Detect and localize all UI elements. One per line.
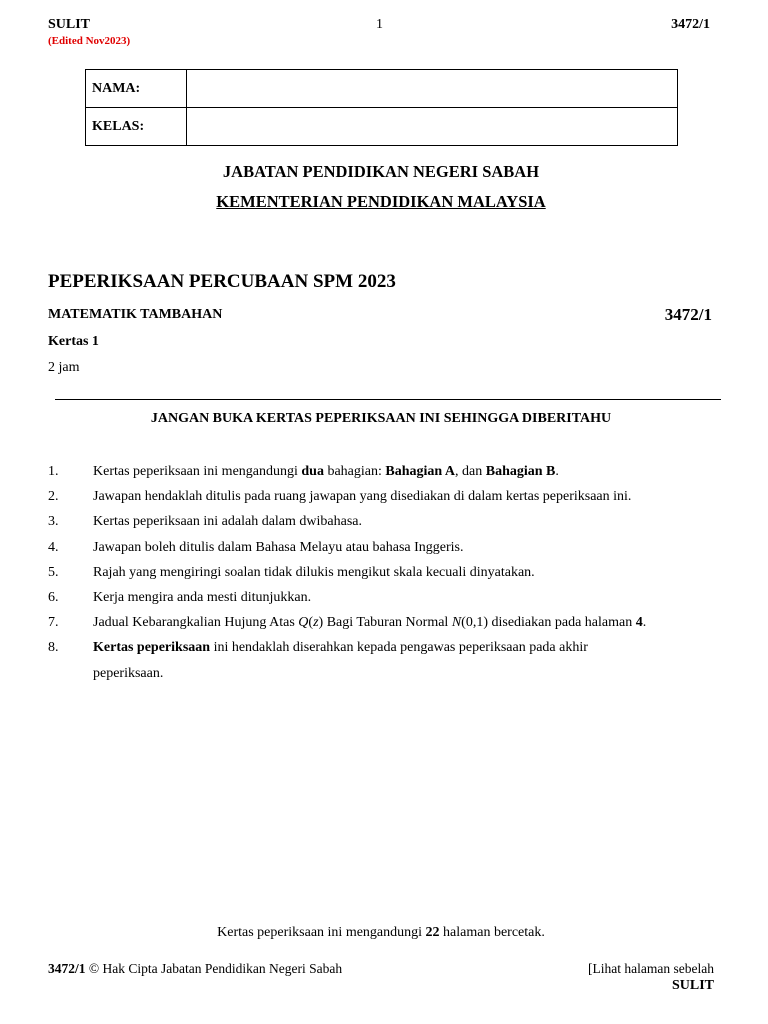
instruction-number: 4.	[48, 539, 59, 555]
footer-code: 3472/1	[48, 961, 86, 976]
instruction-text-part: .	[642, 615, 647, 631]
instruction-text-part: z	[313, 615, 319, 631]
warning-text: JANGAN BUKA KERTAS PEPERIKSAAN INI SEHINGGA DIBERITAHU	[150, 411, 612, 426]
class-field[interactable]	[187, 108, 678, 146]
page-count-note	[0, 925, 762, 941]
instruction-text-part: Kertas peperiksaan	[93, 640, 211, 656]
instruction-continuation: peperiksaan.	[93, 665, 164, 681]
student-id-box	[85, 69, 678, 146]
instruction-item	[48, 535, 718, 560]
instruction-item	[48, 560, 718, 585]
footer-copyright-text: © Hak Cipta Jabatan Pendidikan Negeri Sabah	[85, 961, 343, 976]
subject-code: 3472/1	[664, 305, 712, 324]
instruction-text-part: N	[451, 615, 462, 631]
instruction-item	[48, 459, 718, 484]
page-count-number: 22	[425, 925, 440, 940]
instruction-text	[93, 585, 718, 610]
instruction-text	[93, 509, 718, 534]
instruction-item	[48, 635, 718, 685]
instruction-text-part: 4	[635, 615, 643, 631]
header-page-number: 1	[376, 17, 383, 32]
instruction-text-part: (0,1) disediakan pada halaman	[461, 615, 636, 631]
instruction-text-part: ) Bagi Taburan Normal	[318, 615, 452, 631]
instruction-text	[93, 459, 718, 484]
instruction-number: 5.	[48, 564, 59, 580]
subject-name: MATEMATIK TAMBAHAN	[48, 307, 223, 322]
instruction-text-part: Jawapan hendaklah ditulis pada ruang jawapan yang disediakan di dalam kertas peperiksaan ini.	[93, 489, 632, 505]
instruction-text-part: , dan	[455, 464, 486, 479]
instruction-number: 6.	[48, 590, 59, 606]
name-label: NAMA:	[86, 70, 187, 108]
instruction-text-part: Q	[298, 615, 309, 631]
instruction-text-part: bahagian:	[323, 464, 386, 479]
footer-copyright	[48, 961, 342, 977]
header-paper-code: 3472/1	[671, 17, 710, 32]
instruction-text	[93, 610, 718, 635]
instruction-text-part: ini hendaklah diserahkan kepada pengawas peperiksaan pada akhir	[210, 640, 588, 656]
exam-title: PEPERIKSAAN PERCUBAAN SPM 2023	[48, 271, 396, 292]
instruction-item	[48, 509, 718, 534]
header-classification: SULIT	[48, 17, 91, 32]
class-label: KELAS:	[86, 108, 187, 146]
instruction-text-part: Jadual Kebarangkalian Hujung Atas	[93, 615, 299, 631]
instruction-text-part: Jawapan boleh ditulis dalam Bahasa Melayu atau bahasa Inggeris.	[93, 539, 464, 555]
instruction-text-part: Bahagian A	[385, 464, 456, 479]
instruction-text-part: .	[555, 464, 559, 479]
instruction-number: 1.	[48, 464, 59, 479]
instruction-text	[93, 484, 718, 509]
instruction-text-part: Kertas peperiksaan ini adalah dalam dwibahasa.	[93, 514, 363, 530]
page-count-before: Kertas peperiksaan ini mengandungi	[217, 925, 426, 940]
instruction-number: 7.	[48, 615, 59, 631]
instruction-text	[93, 560, 718, 585]
instruction-number: 2.	[48, 489, 59, 505]
instruction-text-part: dua	[301, 464, 324, 479]
paper-label: Kertas 1	[48, 334, 99, 349]
duration: 2 jam	[48, 360, 80, 375]
instruction-number: 8.	[48, 640, 59, 656]
instruction-item	[48, 585, 718, 610]
instruction-text-part: Kertas peperiksaan ini mengandungi	[93, 464, 302, 479]
instruction-text-part: Rajah yang mengiringi soalan tidak dilukis mengikut skala kecuali dinyatakan.	[93, 564, 535, 580]
header-edited-note: (Edited Nov2023)	[48, 35, 131, 47]
instruction-text	[93, 535, 718, 560]
instruction-number: 3.	[48, 514, 59, 530]
instruction-text-part: Kerja mengira anda mesti ditunjukkan.	[93, 590, 312, 606]
department-line-1: JABATAN PENDIDIKAN NEGERI SABAH	[222, 162, 540, 181]
instruction-item	[48, 484, 718, 509]
page-count-after: halaman bercetak.	[439, 925, 545, 940]
instruction-list	[48, 459, 718, 686]
footer-classification: SULIT	[671, 978, 714, 993]
instruction-item	[48, 610, 718, 635]
instruction-text	[93, 635, 718, 685]
divider-line	[55, 399, 721, 400]
instruction-text-part: Bahagian B	[485, 464, 556, 479]
footer-next-page: [Lihat halaman sebelah	[588, 961, 714, 976]
name-field[interactable]	[187, 70, 678, 108]
department-line-2: KEMENTERIAN PENDIDIKAN MALAYSIA	[216, 192, 546, 211]
instruction-text-part: (	[308, 615, 314, 631]
